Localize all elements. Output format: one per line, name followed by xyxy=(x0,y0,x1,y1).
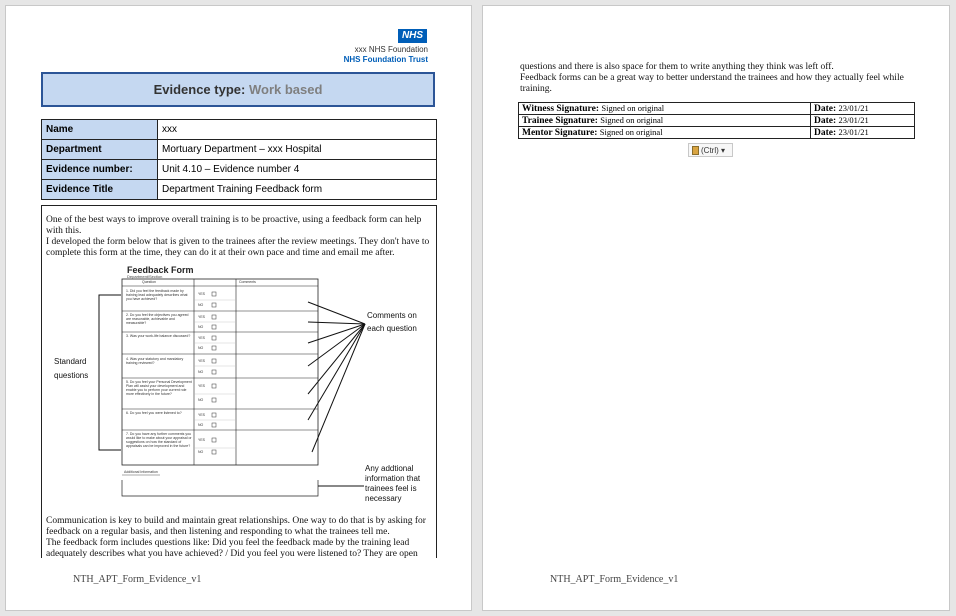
form-col-comments: Comments xyxy=(239,280,256,284)
form-col-question: Question xyxy=(142,280,157,284)
date-cell[interactable]: Date: 23/01/21 xyxy=(811,127,915,139)
annotation-standard-questions: Standard questions xyxy=(54,357,89,380)
org-name-line2: NHS Foundation Trust xyxy=(343,55,428,64)
paragraph-continued[interactable]: questions and there is also space for them to write anything they think was left off. xyxy=(520,62,834,72)
form-question: 6. Do you feel you were listened to? xyxy=(126,411,182,415)
info-value: Unit 4.10 – Evidence number 4 xyxy=(158,160,437,180)
info-value: xxx xyxy=(158,120,437,140)
page-footer: NTH_APT_Form_Evidence_v1 xyxy=(550,574,679,585)
evidence-info-table xyxy=(41,119,437,200)
paragraph-communication[interactable]: Communication is key to build and maintain great relationships. One way to do that is by asking for feedback on a regular basis, and then listening and responding to what the trainees tell me. xyxy=(46,516,426,537)
no-label: NO xyxy=(198,423,204,427)
table-row xyxy=(519,115,915,127)
form-question: 1. Did you feel the feedback made by training lead adequately describes what you have achieved? xyxy=(126,289,188,301)
evidence-type-label: Evidence type: xyxy=(153,82,246,97)
document-page-2 xyxy=(482,5,950,611)
date-cell[interactable]: Date: 23/01/21 xyxy=(811,115,915,127)
page-footer: NTH_APT_Form_Evidence_v1 xyxy=(73,574,202,585)
signature-cell[interactable]: Witness Signature: Signed on original xyxy=(519,103,811,115)
signature-cell[interactable]: Mentor Signature: Signed on original xyxy=(519,127,811,139)
form-question: 4. Was your statutory and mandatory training reviewed? xyxy=(126,357,184,365)
info-label: Name xyxy=(42,120,158,140)
form-question: 3. Was your work-life balance discussed? xyxy=(126,334,191,338)
yes-label: YES xyxy=(198,359,206,363)
no-label: NO xyxy=(198,303,204,307)
evidence-type-value: Work based xyxy=(248,82,323,97)
evidence-content-box xyxy=(41,205,437,558)
no-label: NO xyxy=(198,450,204,454)
table-row xyxy=(519,103,915,115)
info-value: Mortuary Department – xxx Hospital xyxy=(158,140,437,160)
info-label: Evidence Title xyxy=(42,180,158,200)
document-page-1 xyxy=(5,5,472,611)
nhs-logo: NHS xyxy=(398,29,427,43)
yes-label: YES xyxy=(198,438,206,442)
paste-options-button[interactable]: (Ctrl) ▾ xyxy=(688,143,733,157)
date-cell[interactable]: Date: 23/01/21 xyxy=(811,103,915,115)
paragraph-questions[interactable]: The feedback form includes questions like: Did you feel the feedback made by the training lead adequately describes what you have achieved? / Did you feel you were listened to? They are open xyxy=(46,538,418,558)
info-label: Evidence number: xyxy=(42,160,158,180)
yes-label: YES xyxy=(198,315,206,319)
form-question: 7. Do you have any further comments you would like to make about your appraisal or suggestions on how the standard of appraisals can be improved in the future? xyxy=(126,432,192,448)
yes-label: YES xyxy=(198,336,206,340)
annotation-comments: Comments on each question xyxy=(367,311,417,333)
evidence-type-box xyxy=(41,72,435,107)
table-row xyxy=(519,127,915,139)
clipboard-icon xyxy=(692,146,699,155)
info-value: Department Training Feedback form xyxy=(158,180,437,200)
chevron-down-icon: ▾ xyxy=(721,146,726,155)
no-label: NO xyxy=(198,398,204,402)
table-row xyxy=(42,120,437,140)
annotation-additional-info: Any addtional information that trainees feel is necessary xyxy=(365,464,421,503)
form-additional-info: Additional Information xyxy=(124,470,158,474)
feedback-form-title: Feedback Form xyxy=(127,265,194,275)
no-label: NO xyxy=(198,370,204,374)
no-label: NO xyxy=(198,346,204,350)
feedback-form-image xyxy=(42,206,437,506)
signature-cell[interactable]: Trainee Signature: Signed on original xyxy=(519,115,811,127)
paragraph-feedback-value[interactable]: Feedback forms can be a great way to better understand the trainees and how they actually feel while training. xyxy=(520,73,904,94)
org-name-line1: xxx NHS Foundation xyxy=(354,45,428,54)
table-row xyxy=(42,180,437,200)
yes-label: YES xyxy=(198,413,206,417)
signature-table xyxy=(518,102,915,139)
form-question: 5. Do you feel your Personal Development Plan will assist your development and enable you to perform your current role more effectively in the future? xyxy=(126,380,192,396)
info-label: Department xyxy=(42,140,158,160)
yes-label: YES xyxy=(198,292,206,296)
form-question: 2. Do you feel the objectives you agreed are reasonable, achievable and measurable? xyxy=(126,313,189,325)
paragraph-intro[interactable]: One of the best ways to improve overall training is to be proactive, using a feedback form can help with this. xyxy=(46,215,422,236)
table-row xyxy=(42,160,437,180)
feedback-form-subtitle: Department/Section xyxy=(127,274,163,279)
yes-label: YES xyxy=(198,384,206,388)
no-label: NO xyxy=(198,325,204,329)
table-row xyxy=(42,140,437,160)
paragraph-developed[interactable]: I developed the form below that is given to the trainees after the review meetings. They don't have to complete this form at the time, they can do it at their own pace and time and email me after. xyxy=(46,237,430,258)
